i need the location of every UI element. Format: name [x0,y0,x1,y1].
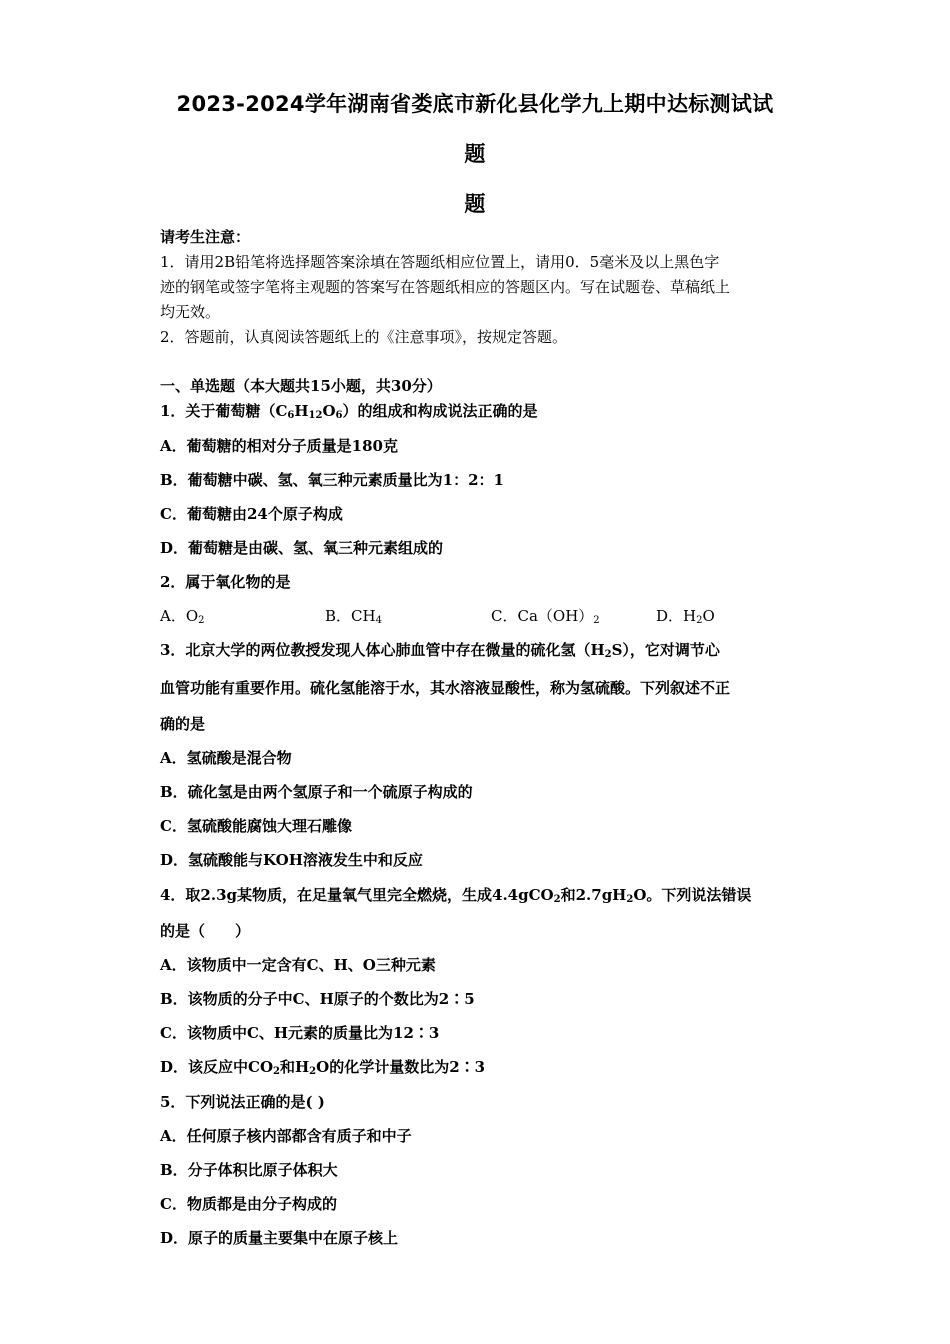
q4-stem-line-2: 的是（ ） [160,922,251,940]
q2-option-b-text: B．CH [325,607,376,625]
q2-option-c [491,606,600,626]
q1-stem-d: ）的组成和构成说法正确的是 [342,402,538,420]
q5-option-d: D．原子的质量主要集中在原子核上 [160,1229,399,1247]
q1-option-c: C．葡萄糖由24个原子构成 [160,505,343,523]
q4-option-d-sub-1: 2 [273,1066,280,1077]
q4-option-d-sub-2: 2 [309,1066,317,1077]
q4-option-d-b: 和H [279,1058,310,1076]
q3-stem-line-3: 确的是 [160,715,206,733]
q1-stem-b: H [294,402,309,420]
q3-stem-line-2: 血管功能有重要作用。硫化氢能溶于水，其水溶液显酸性，称为氢硫酸。下列叙述不正 [160,679,731,697]
q4-line1-sub-1: 2 [553,894,561,905]
q2-option-b-sub: 4 [375,615,382,626]
q3-option-b: B．硫化氢是由两个氢原子和一个硫原子构成的 [160,783,473,801]
q2-option-c-sub: 2 [593,615,600,626]
q1-option-d: D．葡萄糖是由碳、氢、氧三种元素组成的 [160,539,444,557]
q4-option-d-a: D．该反应中CO [160,1058,274,1076]
q2-options-row [160,606,760,626]
q2-option-a-text: A．O [160,607,199,625]
q2-stem: 2．属于氧化物的是 [160,573,291,591]
q4-option-a: A．该物质中一定含有C、H、O三种元素 [160,956,436,974]
q4-stem-line-1 [160,885,751,905]
q1-sub-2: 12 [308,410,323,421]
q4-line1-a: 4．取2.3g某物质，在足量氧气里完全燃烧，生成4.4gCO [160,886,554,904]
q4-option-b: B．该物质的分子中C、H原子的个数比为2∶5 [160,990,475,1008]
q4-option-d-c: O的化学计量数比为2∶3 [316,1058,486,1076]
q2-option-d-sub: 2 [696,615,703,626]
q1-sub-1: 6 [287,410,295,421]
q2-option-d-text: D．H [656,607,697,625]
q3-stem-line-1 [160,640,720,660]
title-line-1: 2023-2024学年湖南省娄底市新化县化学九上期中达标测试试 [176,92,774,116]
section-heading: 一、单选题（本大题共15小题，共30分） [160,377,442,395]
q2-option-a [160,606,205,626]
q4-line1-b: 和2.7gH [560,886,627,904]
q2-option-a-sub: 2 [198,615,205,626]
q4-option-c: C．该物质中C、H元素的质量比为12∶3 [160,1024,440,1042]
q1-option-a: A．葡萄糖的相对分子质量是180克 [160,437,398,455]
q3-option-c: C．氢硫酸能腐蚀大理石雕像 [160,817,352,835]
notice-item-2: 2．答题前，认真阅读答题纸上的《注意事项》，按规定答题。 [160,328,568,346]
q4-line1-c: O。下列说法错误 [633,886,752,904]
notice-item-1-line-3: 均无效。 [160,303,221,321]
q3-option-d: D．氢硫酸能与KOH溶液发生中和反应 [160,851,423,869]
notice-item-1-line-2: 迹的钢笔或签字笔将主观题的答案写在答题纸相应的答题区内。写在试题卷、草稿纸上 [160,278,731,296]
title-line-2: 题 [464,142,486,166]
q2-option-d [656,606,715,626]
q4-line1-sub-2: 2 [626,894,634,905]
q1-sub-3: 6 [335,410,343,421]
q3-line1-sub: 2 [604,649,612,660]
q1-stem-a: 1．关于葡萄糖（C [160,402,288,420]
q1-option-b: B．葡萄糖中碳、氢、氧三种元素质量比为1：2：1 [160,471,504,489]
q3-line1-a: 3．北京大学的两位教授发现人体心肺血管中存在微量的硫化氢（H [160,641,605,659]
notice-item-1-line-1: 1．请用2B铅笔将选择题答案涂填在答题纸相应位置上，请用0．5毫米及以上黑色字 [160,253,720,271]
title-line-3: 题 [464,192,486,216]
q3-line1-b: S），它对调节心 [611,641,720,659]
notice-heading: 请考生注意： [160,228,251,246]
q1-stem [160,401,538,421]
q3-option-a: A．氢硫酸是混合物 [160,749,292,767]
q5-option-c: C．物质都是由分子构成的 [160,1195,337,1213]
q5-option-a: A．任何原子核内部都含有质子和中子 [160,1127,412,1145]
q2-option-c-text: C．Ca（OH） [491,607,594,625]
q2-option-d-tail: O [702,607,715,625]
q5-stem: 5．下列说法正确的是( ) [160,1093,325,1111]
q5-option-b: B．分子体积比原子体积大 [160,1161,338,1179]
q1-stem-c: O [322,402,336,420]
q4-option-d [160,1057,485,1077]
q2-option-b [325,606,382,626]
